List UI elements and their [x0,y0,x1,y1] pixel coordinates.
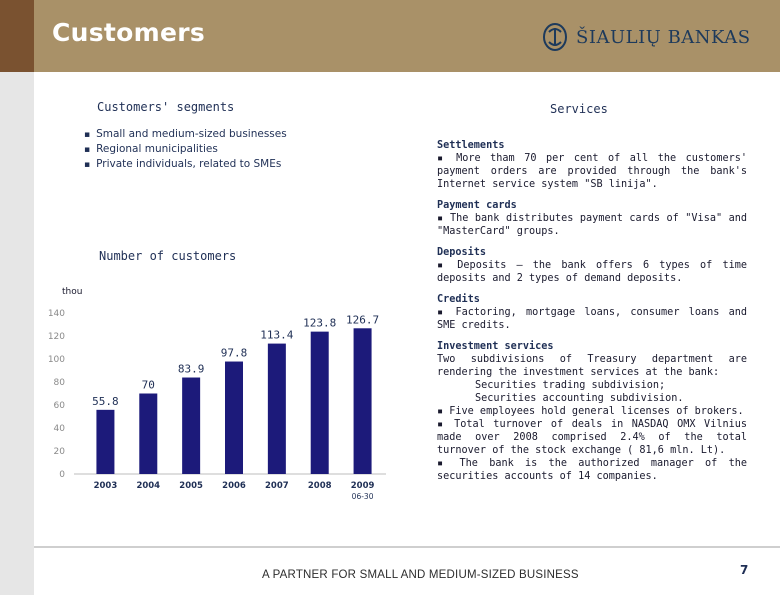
segments-title: Customers' segments [97,100,235,114]
y-tick-label: 120 [47,332,65,342]
page-title: Customers [52,18,206,47]
left-accent-block [0,0,34,72]
bar-2003 [96,410,114,474]
page-number: 7 [740,563,749,577]
x-tick-label-2008: 2008 [307,481,332,491]
x-tick-label-2005: 2005 [179,481,203,491]
investment-heading: Investment services [437,341,554,352]
segments-list [84,127,287,172]
customers-bar-chart [34,285,394,510]
y-tick-label: 80 [53,378,65,388]
settlements-heading: Settlements [437,140,505,151]
investment-brokers-text: ▪ Five employees hold general licenses of brokers. [437,406,744,417]
deposits-block [437,246,747,285]
x-tick-label-2007: 2007 [265,481,289,491]
y-tick-label: 60 [53,401,65,411]
credits-block [437,293,747,332]
bar-2008 [311,332,329,474]
y-tick-label: 140 [47,309,65,319]
value-label-2008: 123.8 [303,316,337,330]
bar-2005 [182,378,200,474]
payment-cards-heading: Payment cards [437,200,517,211]
x-tick-sublabel-2009: 06-30 [351,492,374,501]
deposits-heading: Deposits [437,247,487,258]
footer-tagline: A PARTNER FOR SMALL AND MEDIUM-SIZED BUSINESS [262,569,579,581]
y-tick-label: 100 [47,355,65,365]
deposits-text: ▪ Deposits – the bank offers 6 types of time deposits and 2 types of demand deposits. [437,260,747,284]
x-tick-label-2003: 2003 [93,481,118,491]
bank-emblem-icon [540,22,570,52]
value-label-2006: 97.8 [220,346,248,360]
bank-name: ŠIAULIŲ BANKAS [576,27,751,48]
services-title: Services [550,102,608,116]
bar-2009 [354,328,372,474]
left-sidebar-strip [0,0,34,595]
y-tick-label: 40 [53,424,65,434]
value-label-2004: 70 [141,378,155,392]
list-item: ▪ Regional municipalities [84,142,287,157]
list-item: ▪ Private individuals, related to SMEs [84,157,287,172]
settlements-block [437,139,747,191]
investment-accounts-text: ▪ The bank is the authorized manager of the securities accounts of 14 companies. [437,458,747,482]
y-tick-label: 20 [53,447,65,457]
investment-block [437,340,747,483]
bank-logo [534,12,766,64]
value-label-2005: 83.9 [177,362,205,376]
investment-intro: Two subdivisions of Treasury department are rendering the investment services at the bank: [437,354,747,378]
x-tick-label-2004: 2004 [136,481,161,491]
services-panel [437,139,747,491]
investment-subdivision-2: Securities accounting subdivision. [475,393,684,404]
footer-divider [34,546,780,548]
investment-turnover-text: ▪ Total turnover of deals in NASDAQ OMX Vilnius made over 2008 comprised 2.4% of the total turnover of the stock exchange ( 81,6 mln. Lt). [437,419,747,456]
bar-2006 [225,362,243,474]
chart-title: Number of customers [99,249,237,263]
x-tick-label-2006: 2006 [222,481,246,491]
settlements-text: ▪ More tham 70 per cent of all the customers' payment orders are provided through the bank's Internet service system "SB linija". [437,153,747,190]
credits-text: ▪ Factoring, mortgage loans, consumer loans and SME credits. [437,307,747,331]
payment-cards-block [437,199,747,238]
list-item: ▪ Small and medium-sized businesses [84,127,287,142]
value-label-2007: 113.4 [260,328,294,342]
header-band [34,0,780,72]
credits-heading: Credits [437,294,480,305]
value-label-2003: 55.8 [92,394,119,408]
bar-2007 [268,344,286,474]
y-tick-label: 0 [59,470,65,480]
investment-subdivision-1: Securities trading subdivision; [475,380,666,391]
payment-cards-text: ▪ The bank distributes payment cards of "Visa" and "MasterCard" groups. [437,213,747,237]
y-axis-unit-label: thou [62,287,83,297]
x-tick-label-2009: 2009 [350,481,375,491]
bar-2004 [139,394,157,475]
value-label-2009: 126.7 [346,313,380,327]
